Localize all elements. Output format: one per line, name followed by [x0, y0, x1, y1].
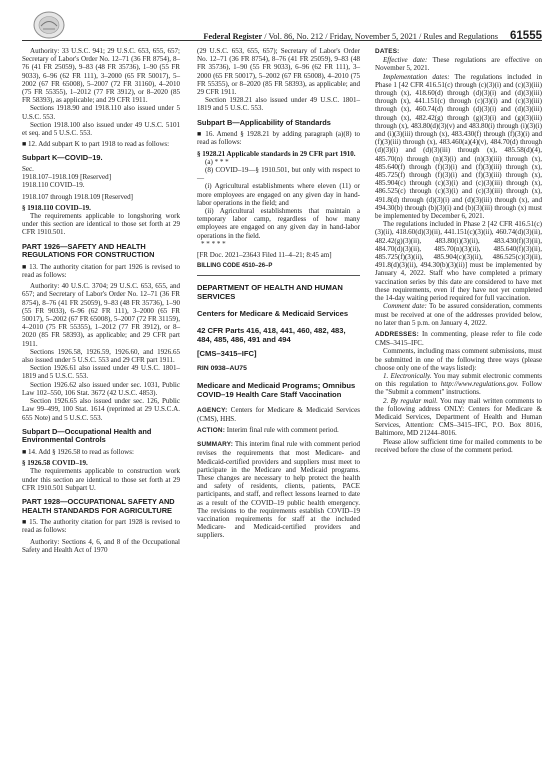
section-1926-61-note: Section 1926.61 also issued under 49 U.S.C. 1801–1819 and 5 U.S.C. 553.: [22, 364, 180, 381]
authority-paragraph: Authority: 33 U.S.C. 941; 29 U.S.C. 653, 655, 657; Secretary of Labor's Order No. 12–71 (36 FR 8754), 8–76 (41 FR 25059), 9–83 (48 FR 35736), 1–90 (55 FR 9033), 6–96 (62 FR 111), 3–2000 (65 FR 50017), 5–2002 (67 FR 65008), 5–2007 (72 FR 31160), 4–2010 (75 FR 55355), 1–2012 (77 FR 3912), or 8–2020 (85 FR 58393), as applicable; and 29 CFR 1911.: [22, 47, 180, 105]
summary-label: SUMMARY:: [197, 441, 234, 449]
column-2: [197, 47, 360, 540]
action-text: Interim final rule with comment period.: [226, 426, 339, 435]
implementation-paragraph: [375, 73, 542, 221]
section-1928-21-heading: § 1928.21 Applicable standards in 29 CFR part 1910.: [197, 149, 356, 158]
department-heading: DEPARTMENT OF HEALTH AND HUMAN SERVICES: [197, 283, 343, 302]
electronic-label: 1. Electronically.: [383, 371, 432, 380]
agency-heading: Centers for Medicare & Medicaid Services: [197, 309, 349, 319]
electronic-text-2: Follow the "Submit a comment" instructions.: [375, 380, 542, 397]
billing-code: BILLING CODE 4510–26–P: [197, 263, 273, 270]
page-number: 61555: [510, 30, 542, 42]
regulations-gov-link[interactable]: http://www.regulations.gov.: [440, 380, 519, 389]
federal-register-seal-icon: [32, 10, 66, 40]
agency-label: AGENCY:: [197, 406, 228, 414]
agency-text: Centers for Medicare & Medicaid Services (CMS), HHS.: [197, 405, 361, 423]
sec-label: Sec.: [22, 165, 34, 174]
authority-1926: Authority: 40 U.S.C. 3704; 29 U.S.C. 653, 655, and 657; and Secretary of Labor's Order No. 12–71 (36 FR 8754), 8–76 (41 FR 25059), 9–83 (48 FR 35736), 1–90 (55 FR 9033), 6–96 (62 FR 111), 3–2000 (65 FR 50017), 5–2002 (67 FR 65008), 5–2007 (72 FR 31159), 4–2010 (75 FR 55355), 1–2012 (77 FR 3912), or 8–2020 (85 FR 58393), as applicable; and 29 CFR part 1911.: [22, 282, 180, 348]
sections-note: Sections 1918.90 and 1918.110 also issued under 5 U.S.C. 553.: [22, 104, 180, 121]
mail-paragraph: [375, 397, 542, 438]
addresses-text: In commenting, please refer to file code CMS–3415–IFC.: [375, 329, 542, 348]
amendment-14: ■ 14. Add § 1926.58 to read as follows:: [22, 447, 134, 456]
effective-date-paragraph: [375, 56, 542, 72]
docket-number: [CMS–3415–IFC]: [197, 349, 257, 359]
issue-info: / Vol. 86, No. 212 / Friday, November 5, 2021 / Rules and Regulations: [262, 32, 499, 41]
subpart-d-heading: Subpart D—Occupational Health and Environmental Controls: [22, 426, 152, 445]
subpart-k-heading: Subpart K—COVID–19.: [22, 153, 103, 163]
divider: [197, 275, 360, 276]
rule-title: Medicare and Medicaid Programs; Omnibus COVID–19 Health Care Staff Vaccination: [197, 381, 356, 399]
effective-date-label: Effective date:: [383, 56, 428, 65]
paragraph-a-stars: (a) * * *: [205, 157, 229, 166]
longshoring-paragraph: The requirements applicable to longshoring work under this section are identical to those set forth at 29 CFR 1910.501.: [22, 212, 180, 237]
amendment-15: ■ 15. The authority citation for part 1928 is revised to read as follows:: [22, 518, 180, 535]
cfr-parts-heading: 42 CFR Parts 416, 418, 441, 460, 482, 483, 484, 485, 486, 491 and 494: [197, 325, 346, 344]
allow-time-paragraph: Please allow sufficient time for mailed comments to be received before the close of the comment period.: [375, 437, 542, 454]
amendment-13: ■ 13. The authority citation for part 1926 is revised to read as follows:: [22, 262, 180, 280]
section-1926-62-note: Section 1926.62 also issued under sec. 1031, Public Law 102–550, 106 Stat. 3672 (42 U.S.C. 4853).: [22, 380, 180, 397]
sec-list-item: 1918.110 COVID–19.: [22, 181, 85, 190]
mail-text: You may mail written comments to the following address ONLY: Centers for Medicare & Medicaid Services, Department of Health and Human Services, Attention: CMS–3415–IFC, P.O. Box 8016, Baltimore, MD 21244–8016.: [375, 396, 542, 438]
dates-label-line: [375, 47, 542, 56]
comment-date-text: To be assured consideration, comments must be received at one of the addresses provided below, no later than 5 p.m. on January 4, 2022.: [375, 302, 542, 327]
phase-2-paragraph: The regulations included in Phase 2 [42 CFR 416.51(c)(3)(ii), 418.60(d)(3)(ii), 441.151(c)(3)(ii), 460.74(d)(3)(ii), 482.42(g)(3)(ii), 483.80(i)(3)(ii), 483.430(f)(3)(ii), 484.70(d)(3)(ii), 485.70(n)(3)(ii), 485.640(f)(3)(ii), 485.725(f)(3)(ii), 485.904(c)(3)(ii), 486.525(c)(3)(ii), 491.8(d)(3)(ii), 494.30(b)(3)(ii)] must be implemented by January 4, 2022. Staff who have completed a primary vaccination series by this date are considered to have met these requirements, even if they have not yet completed the 14-day waiting period required for full vaccination.: [375, 220, 542, 303]
section-1926-58-heading: § 1926.58 COVID–19.: [22, 459, 88, 468]
sections-1926-note: Sections 1926.58, 1926.59, 1926.60, and 1926.65 also issued under 5 U.S.C. 553 and 29 CFR part 1911.: [22, 347, 180, 365]
agency-line: [197, 406, 360, 423]
submission-paragraph: Comments, including mass comment submissions, must be submitted in one of the following three ways (please choose only one of the ways listed):: [375, 347, 542, 372]
summary-text: This interim final rule with comment period revises the requirements that most Medicare- and Medicaid-certified providers and suppliers must meet to participate in the Medicare and Medicaid programs. These changes are necessary to help protect the health and safety of residents, clients, patients, PACE participants, and staff, and reflect lessons learned to date as a result of the COVID–19 public health emergency. The revisions to the requirements establish COVID–19 vaccination requirements for staff at the included Medicare- and Medicaid-certified providers and suppliers.: [197, 440, 360, 540]
section-1926-65-note: Section 1926.65 also issued under sec. 126, Public Law 99–499, 100 Stat. 1614 (reprinted at 29 U.S.C.A. 655 Note) and 5 U.S.C. 553.: [22, 397, 180, 422]
section-note: Section 1918.100 also issued under 49 U.S.C. 5101 et seq. and 5 U.S.C. 553.: [22, 120, 180, 138]
omission-stars: * * * * *: [201, 239, 226, 248]
construction-paragraph: The requirements applicable to construction work under this section are identical to those set forth at 29 CFR 1910.501 Subpart U.: [22, 467, 180, 492]
addresses-paragraph: [375, 330, 542, 347]
comment-date-paragraph: [375, 302, 542, 327]
part-1926-heading: PART 1926—SAFETY AND HEALTH REGULATIONS FOR CONSTRUCTION: [22, 241, 155, 260]
part-1928-heading: PART 1928—OCCUPATIONAL SAFETY AND HEALTH STANDARDS FOR AGRICULTURE: [22, 496, 175, 515]
amendment-12: ■ 12. Add subpart K to part 1918 to read as follows:: [22, 140, 170, 149]
rin-number: RIN 0938–AU75: [197, 365, 247, 373]
column-1: [22, 47, 180, 554]
section-1918-110-heading: § 1918.110 COVID–19.: [22, 203, 91, 212]
column-3: [375, 47, 542, 454]
paragraph-a8-ii: (ii) Agricultural establishments that maintain a temporary labor camp, regardless of how many employees are engaged on any given day in hand-labor operations in the field.: [197, 207, 360, 240]
implementation-label: Implementation dates:: [383, 72, 450, 81]
dates-label: DATES:: [375, 48, 400, 55]
comment-date-label: Comment date:: [383, 302, 427, 311]
section-1928-21-note: Section 1928.21 also issued under 49 U.S.C. 1801–1819 and 5 U.S.C. 553.: [197, 96, 360, 113]
authority-continued: (29 U.S.C. 653, 655, 657); Secretary of Labor's Order No. 12–71 (36 FR 8754), 8–76 (41 FR 25059), 9–83 (48 FR 35736), 1–90 (55 FR 9033), 6–96 (62 FR 111), 3–2000 (65 FR 50017), 5–2002 (67 FR 65008), 4–2010 (75 FR 55355), or 8–2020 (85 FR 58393), as applicable; and 29 CFR 1911.: [197, 47, 360, 97]
page-header: [22, 8, 542, 48]
electronic-paragraph: [375, 372, 542, 397]
summary-paragraph: [197, 440, 360, 539]
sec-list-item: 1918.107–1918.109 [Reserved]: [22, 173, 112, 182]
reserved-heading: 1918.107 through 1918.109 [Reserved]: [22, 192, 133, 201]
action-line: [197, 426, 360, 435]
action-label: ACTION:: [197, 427, 226, 435]
header-rule: [22, 40, 542, 41]
paragraph-a8-i: (i) Agricultural establishments where eleven (11) or more employees are engaged on any given day in hand-labor operations in the field; and: [197, 182, 360, 207]
subpart-b-heading: Subpart B—Applicability of Standards: [197, 117, 331, 127]
journal-title: Federal Register: [203, 32, 263, 41]
electronic-text: You may submit electronic comments on this regulation to: [375, 371, 542, 389]
implementation-text: The regulations included in Phase 1 [42 CFR 416.51(c) through (c)(3)(i) and (c)(3)(iii) through (x), 418.60(d) through (d)(3)(i) and (d)(3)(iii) through (x), 441.151(c) through (c)(3)(i) and (c)(3)(iii) through (x), 460.74(d) through (d)(3)(i) and (d)(3)(iii) through (x), 482.42(g) through (g)(3)(i) and (g)(3)(iii) through (x), 483.80(d)(3)(v) and 483.80(i) through (i)(3)(i) and (i)(3)(iii) through (x), 483.430(f) through (f)(3)(i) and (f)(3)(iii) through (x), 483.460(a)(4)(v), 484.70(d) through (d)(3)(i) and (d)(3)(iii) through (x), 485.58(d)(4), 485.70(n) through (n)(3)(i) and (n)(3)(iii) through (x), 485.640(f) through (f)(3)(i) and (f)(3)(iii) through (x), 485.725(f) through (f)(3)(i) and (f)(3)(iii) through (x), 485.904(c) through (c)(3)(i) and (c)(3)(iii) through (x), 486.525(c) through (c)(3)(i) and (c)(3)(iii) through (x), 491.8(d) through (d)(3)(i) and (d)(3)(iii) through (x), and 494.30(b) through (b)(3)(i) and (b)(3)(iii) through (x) must be implemented by December 6, 2021.: [375, 72, 542, 221]
addresses-label: ADDRESSES:: [375, 330, 419, 338]
effective-date-text: These regulations are effective on November 5, 2021.: [375, 56, 542, 73]
mail-label: 2. By regular mail.: [383, 396, 438, 405]
amendment-16: ■ 16. Amend § 1928.21 by adding paragraph (a)(8) to read as follows:: [197, 130, 360, 147]
paragraph-a8: (8) COVID–19—§ 1910.501, but only with respect to—: [197, 166, 360, 183]
authority-1928: Authority: Sections 4, 6, and 8 of the Occupational Safety and Health Act of 1970: [22, 537, 180, 554]
fr-doc-line: [FR Doc. 2021–23643 Filed 11–4–21; 8:45 am]: [197, 251, 332, 260]
